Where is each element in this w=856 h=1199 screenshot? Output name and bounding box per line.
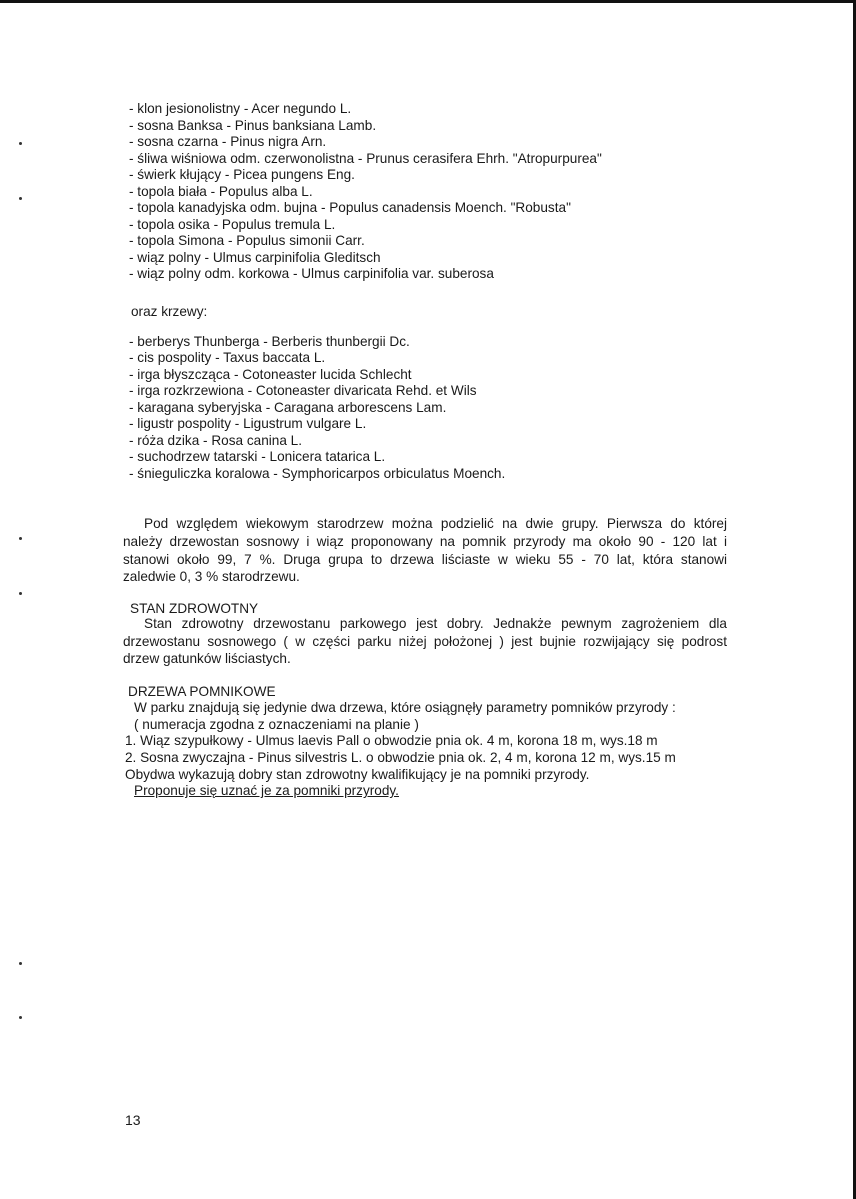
shrubs-heading: oraz krzewy:: [131, 304, 208, 319]
paragraph-line: Obydwa wykazują dobry stan zdrowotny kwalifikujący je na pomniki przyrody.: [125, 767, 590, 782]
list-item: - klon jesionolistny - Acer negundo L.: [129, 101, 352, 116]
list-item: - karagana syberyjska - Caragana arborescens Lam.: [129, 400, 447, 415]
list-item: - cis pospolity - Taxus baccata L.: [129, 350, 326, 365]
scan-speck: [19, 592, 22, 595]
scan-edge-top: [0, 0, 856, 3]
list-item: - śliwa wiśniowa odm. czerwonolistna - Prunus cerasifera Ehrh. "Atropurpurea": [129, 151, 602, 166]
list-item: - róża dzika - Rosa canina L.: [129, 433, 303, 448]
list-item: - ligustr pospolity - Ligustrum vulgare L.: [129, 416, 367, 431]
list-item: - świerk kłujący - Picea pungens Eng.: [129, 167, 355, 182]
monuments-heading: DRZEWA POMNIKOWE: [128, 684, 276, 699]
list-item: - topola kanadyjska odm. bujna - Populus canadensis Moench. "Robusta": [129, 200, 571, 215]
proposal-text: Proponuje się uznać je za pomniki przyrody.: [134, 783, 399, 798]
page-number: 13: [125, 1112, 141, 1128]
scan-speck: [19, 142, 22, 145]
list-item: - topola Simona - Populus simonii Carr.: [129, 233, 365, 248]
list-item: - topola osika - Populus tremula L.: [129, 217, 336, 232]
list-item: - wiąz polny - Ulmus carpinifolia Gleditsch: [129, 250, 381, 265]
list-item: - irga rozkrzewiona - Cotoneaster divaricata Rehd. et Wils: [129, 383, 477, 398]
list-item: - sosna czarna - Pinus nigra Arn.: [129, 134, 327, 149]
paragraph-line: ( numeracja zgodna z oznaczeniami na planie ): [134, 717, 419, 732]
paragraph-line: drzew gatunków liściastych.: [123, 651, 291, 666]
list-item: - wiąz polny odm. korkowa - Ulmus carpinifolia var. suberosa: [129, 266, 494, 281]
health-heading: STAN ZDROWOTNY: [130, 601, 259, 616]
list-item: - sosna Banksa - Pinus banksiana Lamb.: [129, 118, 377, 133]
list-item: - suchodrzew tatarski - Lonicera tatarica L.: [129, 449, 386, 464]
list-item: - berberys Thunberga - Berberis thunbergii Dc.: [129, 334, 410, 349]
list-item: - irga błyszcząca - Cotoneaster lucida Schlecht: [129, 367, 412, 382]
list-item: - topola biała - Populus alba L.: [129, 184, 313, 199]
scan-speck: [19, 197, 22, 200]
scan-speck: [19, 537, 22, 540]
scan-speck: [19, 1016, 22, 1019]
monument-item-1: 1. Wiąz szypułkowy - Ulmus laevis Pall o obwodzie pnia ok. 4 m, korona 18 m, wys.18 m: [125, 733, 658, 748]
paragraph-line: Stan zdrowotny drzewostanu parkowego jest dobry. Jednakże pewnym zagrożeniem dla: [144, 616, 727, 631]
paragraph-line: Pod względem wiekowym starodrzew można podzielić na dwie grupy. Pierwsza do której: [144, 516, 727, 531]
paragraph-line: stanowi około 99, 7 %. Druga grupa to drzewa liściaste w wieku 55 - 70 lat, która stanowi: [123, 552, 727, 567]
paragraph-line: zaledwie 0, 3 % starodrzewu.: [123, 569, 300, 584]
list-item: - śnieguliczka koralowa - Symphoricarpos orbiculatus Moench.: [129, 466, 506, 481]
paragraph-line: W parku znajdują się jedynie dwa drzewa, które osiągnęły parametry pomników przyrody :: [134, 700, 676, 715]
scan-speck: [19, 962, 22, 965]
monument-item-2: 2. Sosna zwyczajna - Pinus silvestris L. o obwodzie pnia ok. 2, 4 m, korona 12 m, wys.15 m: [125, 750, 676, 765]
paragraph-line: należy drzewostan sosnowy i wiąz proponowany na pomnik przyrody ma około 90 - 120 lat i: [123, 534, 727, 549]
paragraph-line: drzewostanu sosnowego ( w części parku niżej położonej ) jest bujnie rozwijający się podrost: [123, 634, 727, 649]
